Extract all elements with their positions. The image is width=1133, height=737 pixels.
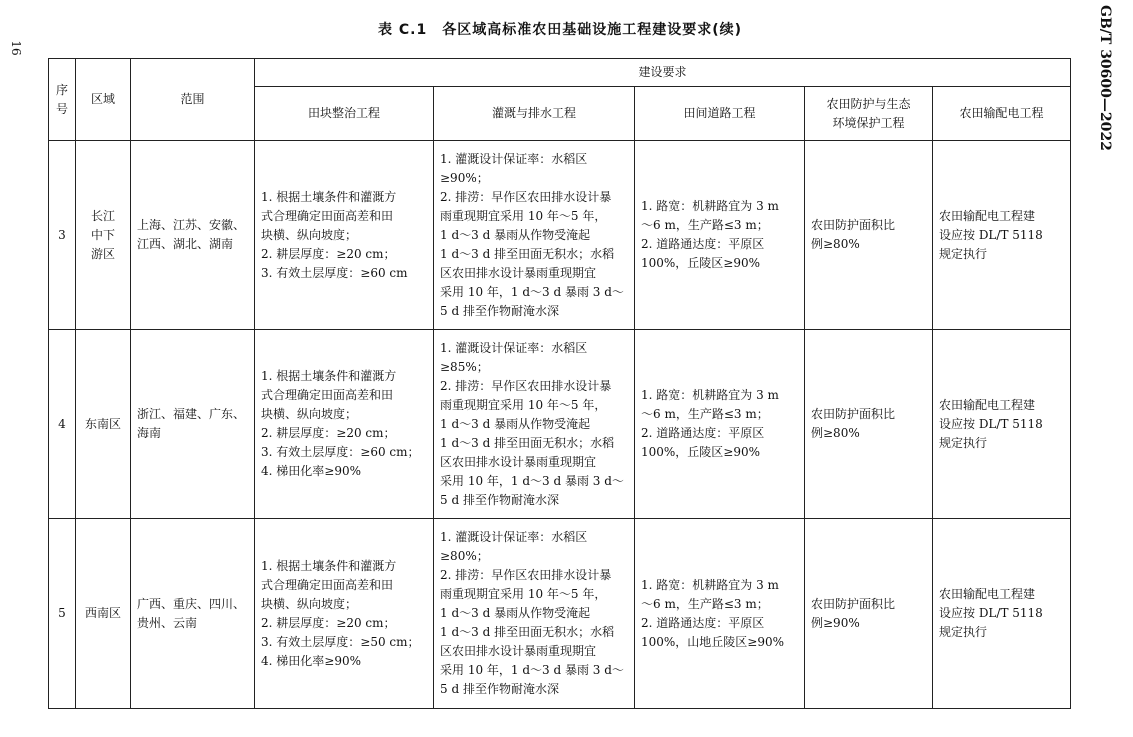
cell-irrigation-line: 雨重现期宜采用 10 年～5 年， <box>440 397 607 412</box>
header-seq-line: 序 <box>55 82 68 97</box>
cell-region <box>76 519 131 709</box>
cell-irrigation-line: 1 d～3 d 暴雨从作物受淹起 <box>440 416 591 431</box>
cell-irrigation-line: 1 d～3 d 暴雨从作物受淹起 <box>440 606 591 620</box>
cell-field-leveling-line: 2. 耕层厚度：≥20 cm； <box>261 426 396 440</box>
cell-protection-line: 农田防护面积比 <box>811 407 896 421</box>
cell-power-line: 规定执行 <box>939 435 988 450</box>
header-field-leveling: 田块整治工程 <box>255 87 434 141</box>
cell-roads-line: 1. 路宽：机耕路宜为 3 m <box>641 577 779 592</box>
cell-irrigation-line: 区农田排水设计暴雨重现期宜 <box>440 454 597 469</box>
header-power: 农田输配电工程 <box>933 87 1071 141</box>
cell-irrigation <box>434 330 635 519</box>
header-seq-line: 号 <box>55 101 68 116</box>
cell-roads-line: 100%，山地丘陵区≥90% <box>641 634 785 649</box>
cell-irrigation-line: 1. 灌溉设计保证率：水稻区 <box>440 340 588 355</box>
cell-power-line: 农田输配电工程建 <box>939 587 1036 601</box>
cell-roads <box>635 330 805 519</box>
cell-power <box>933 330 1071 519</box>
cell-field-leveling-line: 3. 有效土层厚度：≥60 cm； <box>261 445 420 459</box>
cell-field-leveling-line: 块横、纵向坡度； <box>261 596 358 611</box>
cell-power-line: 农田输配电工程建 <box>939 208 1036 223</box>
cell-irrigation-line: 区农田排水设计暴雨重现期宜 <box>440 644 597 658</box>
header-irrigation: 灌溉与排水工程 <box>434 87 635 141</box>
cell-region-line: 游区 <box>90 246 115 261</box>
header-protection-line: 环境保护工程 <box>832 115 905 130</box>
cell-field-leveling-line: 2. 耕层厚度：≥20 cm； <box>261 246 396 261</box>
cell-irrigation-line: 1. 灌溉设计保证率：水稻区 <box>440 151 588 166</box>
cell-field-leveling-line: 式合理确定田面高差和田 <box>261 388 394 402</box>
cell-field-leveling <box>255 519 434 709</box>
cell-field-leveling-line: 式合理确定田面高差和田 <box>261 208 394 223</box>
cell-field-leveling-line: 4. 梯田化率≥90% <box>261 653 361 668</box>
cell-irrigation-line: ≥85%； <box>440 359 489 374</box>
cell-irrigation-line: 1. 灌溉设计保证率：水稻区 <box>440 530 588 544</box>
cell-roads-line: ～6 m，生产路≤3 m； <box>641 596 769 611</box>
cell-irrigation-line: 1 d～3 d 排至田面无积水；水稻 <box>440 246 615 261</box>
cell-irrigation-line: 采用 10 年，1 d～3 d 暴雨 3 d～ <box>440 473 624 488</box>
cell-scope <box>131 330 255 519</box>
cell-seq: 4 <box>49 330 76 519</box>
cell-roads-line: 100%，丘陵区≥90% <box>641 256 761 270</box>
cell-roads <box>635 141 805 330</box>
cell-field-leveling-line: 2. 耕层厚度：≥20 cm； <box>261 615 396 630</box>
cell-roads-line: 2. 道路通达度：平原区 <box>641 426 765 440</box>
header-scope: 范围 <box>131 59 255 141</box>
cell-roads-line: 2. 道路通达度：平原区 <box>641 237 765 251</box>
cell-roads-line: 2. 道路通达度：平原区 <box>641 615 765 630</box>
cell-power-line: 农田输配电工程建 <box>939 397 1036 412</box>
cell-field-leveling-line: 块横、纵向坡度； <box>261 227 358 242</box>
cell-irrigation-line: 雨重现期宜采用 10 年～5 年， <box>440 208 607 223</box>
cell-seq: 3 <box>49 141 76 330</box>
cell-irrigation-line: 5 d 排至作物耐淹水深 <box>440 492 559 507</box>
requirements-table <box>48 58 1071 709</box>
cell-irrigation-line: 采用 10 年，1 d～3 d 暴雨 3 d～ <box>440 663 624 677</box>
cell-roads-line: 100%，丘陵区≥90% <box>641 445 761 459</box>
cell-roads <box>635 519 805 709</box>
cell-protection-line: 例≥80% <box>811 237 860 251</box>
cell-field-leveling-line: 3. 有效土层厚度：≥60 cm <box>261 265 408 280</box>
cell-irrigation-line: 1 d～3 d 排至田面无积水；水稻 <box>440 625 615 639</box>
cell-field-leveling-line: 1. 根据土壤条件和灌溉方 <box>261 369 397 383</box>
cell-irrigation-line: 1 d～3 d 排至田面无积水；水稻 <box>440 435 615 450</box>
cell-irrigation-line: 2. 排涝：早作区农田排水设计暴 <box>440 568 612 582</box>
cell-region <box>76 330 131 519</box>
header-roads: 田间道路工程 <box>635 87 805 141</box>
cell-power <box>933 141 1071 330</box>
page-number: 16 <box>9 40 23 56</box>
cell-region-line: 中下 <box>90 227 115 242</box>
table-title: 表 C.1 各区域高标准农田基础设施工程建设要求(续) <box>377 22 742 38</box>
table-row <box>49 141 1071 330</box>
cell-power-line: 设应按 DL/T 5118 <box>939 606 1043 620</box>
cell-roads-line: ～6 m，生产路≤3 m； <box>641 407 769 421</box>
header-protection-line: 农田防护与生态 <box>826 96 911 111</box>
cell-protection <box>805 141 933 330</box>
cell-roads-line: 1. 路宽：机耕路宜为 3 m <box>641 388 779 402</box>
cell-irrigation <box>434 141 635 330</box>
cell-field-leveling-line: 块横、纵向坡度； <box>261 407 358 421</box>
cell-region <box>76 141 131 330</box>
cell-power-line: 规定执行 <box>939 246 988 261</box>
cell-power-line: 设应按 DL/T 5118 <box>939 416 1043 431</box>
table-row <box>49 519 1071 709</box>
table-body <box>49 141 1071 709</box>
cell-protection-line: 例≥90% <box>811 615 860 630</box>
cell-scope <box>131 141 255 330</box>
cell-field-leveling <box>255 141 434 330</box>
cell-seq: 5 <box>49 519 76 709</box>
cell-irrigation-line: 区农田排水设计暴雨重现期宜 <box>440 265 597 280</box>
cell-scope <box>131 519 255 709</box>
cell-irrigation-line: 1 d～3 d 暴雨从作物受淹起 <box>440 227 591 242</box>
cell-field-leveling <box>255 330 434 519</box>
cell-field-leveling-line: 1. 根据土壤条件和灌溉方 <box>261 558 397 573</box>
cell-field-leveling-line: 3. 有效土层厚度：≥50 cm； <box>261 634 420 649</box>
cell-region-line: 东南区 <box>84 416 121 431</box>
cell-field-leveling-line: 式合理确定田面高差和田 <box>261 577 394 592</box>
cell-irrigation <box>434 519 635 709</box>
header-seq <box>49 59 76 141</box>
cell-scope-line: 江西、湖北、湖南 <box>137 237 234 251</box>
header-region: 区域 <box>76 59 131 141</box>
cell-irrigation-line: 2. 排涝：早作区农田排水设计暴 <box>440 189 612 204</box>
cell-roads-line: ～6 m，生产路≤3 m； <box>641 218 769 232</box>
cell-scope-line: 贵州、云南 <box>137 615 198 630</box>
cell-region-line: 西南区 <box>84 606 121 620</box>
cell-protection-line: 例≥80% <box>811 426 860 440</box>
header-requirements-group: 建设要求 <box>255 59 1071 87</box>
cell-irrigation-line: 2. 排涝：早作区农田排水设计暴 <box>440 378 612 393</box>
cell-power-line: 设应按 DL/T 5118 <box>939 227 1043 242</box>
cell-roads-line: 1. 路宽：机耕路宜为 3 m <box>641 199 779 213</box>
cell-irrigation-line: 采用 10 年，1 d～3 d 暴雨 3 d～ <box>440 284 624 299</box>
cell-protection-line: 农田防护面积比 <box>811 218 896 232</box>
standard-number: GB/T 30600—2022 <box>1097 5 1113 151</box>
cell-irrigation-line: 5 d 排至作物耐淹水深 <box>440 682 559 696</box>
cell-irrigation-line: ≥80%； <box>440 549 489 563</box>
cell-scope-line: 上海、江苏、安徽、 <box>137 218 246 232</box>
cell-irrigation-line: ≥90%； <box>440 170 489 185</box>
cell-scope-line: 海南 <box>137 426 162 440</box>
cell-power-line: 规定执行 <box>939 625 988 639</box>
cell-protection <box>805 330 933 519</box>
cell-scope-line: 浙江、福建、广东、 <box>137 407 246 421</box>
cell-irrigation-line: 5 d 排至作物耐淹水深 <box>440 303 559 318</box>
cell-protection-line: 农田防护面积比 <box>811 596 896 611</box>
cell-power <box>933 519 1071 709</box>
cell-scope-line: 广西、重庆、四川、 <box>137 596 246 611</box>
cell-field-leveling-line: 1. 根据土壤条件和灌溉方 <box>261 189 397 204</box>
header-protection <box>805 87 933 141</box>
cell-region-line: 长江 <box>90 208 115 223</box>
cell-field-leveling-line: 4. 梯田化率≥90% <box>261 464 361 478</box>
cell-protection <box>805 519 933 709</box>
table-row <box>49 330 1071 519</box>
cell-irrigation-line: 雨重现期宜采用 10 年～5 年， <box>440 587 607 601</box>
